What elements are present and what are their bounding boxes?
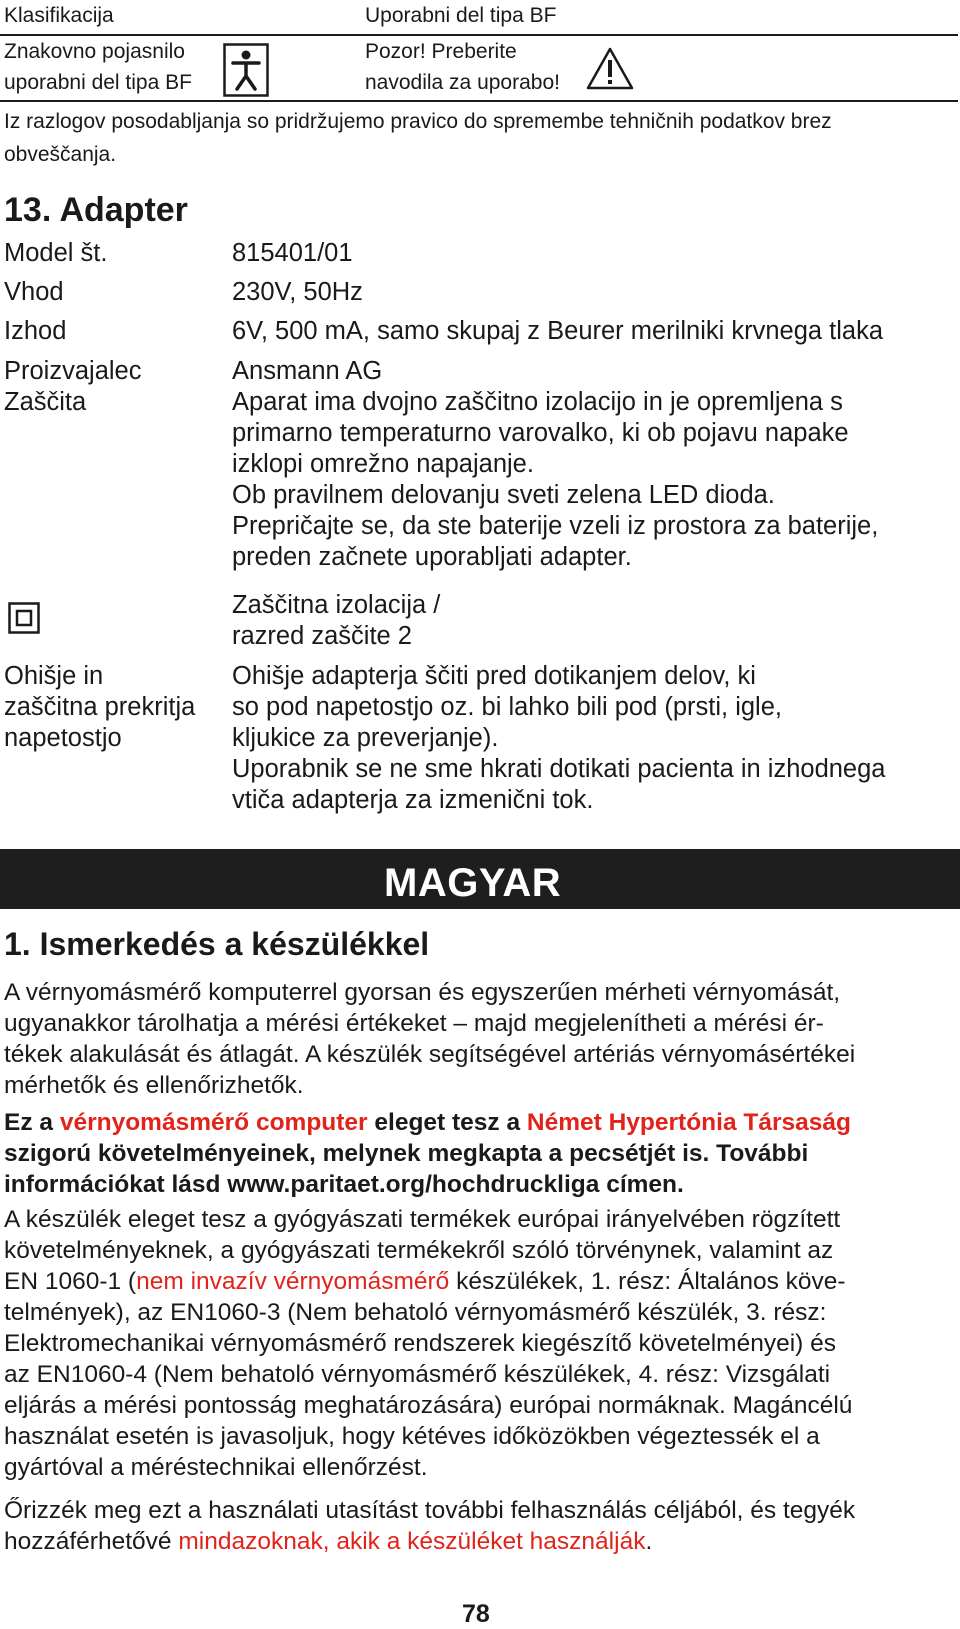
paragraph-line: gyártóval a méréstechnikai ellenőrzést. [4, 1454, 428, 1481]
users-highlight: mindazoknak, akik a készüléket használják [178, 1528, 646, 1555]
spec-value-protection [232, 387, 952, 573]
paragraph-line: Elektromechanikai vérnyomásmérő rendszerek kiegészítő követelményei) és [4, 1330, 836, 1357]
protection-line: izklopi omrežno napajanje. [232, 450, 534, 478]
housing-line: vtiča adapterja za izmenični tok. [232, 786, 594, 814]
certification-paragraph [4, 1107, 959, 1200]
symbol-explanation-label-line2: uporabni del tipa BF [4, 71, 192, 94]
protection-line: preden začnete uporabljati adapter. [232, 543, 632, 571]
spec-value-output: 6V, 500 mA, samo skupaj z Beurer merilniki krvnega tlaka [232, 317, 884, 345]
update-note: Iz razlogov posodabljanja so pridržujemo pravico do spremembe tehničnih podatkov brez obveščanja. [4, 110, 832, 166]
insulation-line: Zaščitna izolacija / [232, 591, 441, 619]
paragraph-line: Őrizzék meg ezt a használati utasítást további felhasználás céljából, és tegyék [4, 1497, 856, 1524]
housing-label-line: napetostjo [4, 724, 122, 752]
classification-value: Uporabni del tipa BF [365, 4, 557, 27]
spec-value-input: 230V, 50Hz [232, 278, 363, 306]
paragraph-line: az EN1060-4 (Nem behatoló vérnyomásmérő készülékek, 4. rész: Vizsgálati [4, 1361, 831, 1388]
spec-label-input: Vhod [4, 278, 64, 306]
page-number: 78 [462, 1600, 490, 1628]
spec-value-model: 815401/01 [232, 239, 353, 267]
warning-triangle-icon [585, 46, 635, 91]
housing-line: Uporabnik se ne sme hkrati dotikati pacienta in izhodnega [232, 755, 886, 783]
spec-label-model: Model št. [4, 239, 108, 267]
keep-manual-paragraph [4, 1495, 959, 1557]
symbol-explanation-label-line1: Znakovno pojasnilo [4, 40, 185, 63]
double-insulation-icon [8, 602, 40, 634]
housing-line: kljukice za preverjanje). [232, 724, 499, 752]
intro-paragraph [4, 977, 959, 1101]
paragraph-line: információkat lásd www.paritaet.org/hochdruckliga címen. [4, 1171, 684, 1198]
section-heading: 1. Ismerkedés a készülékkel [4, 926, 430, 962]
paragraph-line: A készülék eleget tesz a gyógyászati termékek európai irányelvében rögzített [4, 1206, 841, 1233]
spec-value-manufacturer: Ansmann AG [232, 357, 383, 385]
language-banner-title: MAGYAR [384, 861, 562, 905]
spec-label-manufacturer: Proizvajalec [4, 357, 142, 385]
table-row [0, 0, 958, 36]
housing-line: Ohišje adapterja ščiti pred dotikanjem delov, ki [232, 662, 756, 690]
paragraph-line: eljárás a mérési pontosság meghatározására) európai normáknak. Magáncélú [4, 1392, 853, 1419]
paragraph-line: ugyanakkor tárolhatja a mérési értékeket – majd megjelenítheti a mérési ér- [4, 1010, 824, 1037]
table-row [0, 34, 958, 102]
paragraph-line: tékek alakulását és átlagát. A készülék segítségével artériás vérnyomásértékei [4, 1041, 856, 1068]
housing-label-line: Ohišje in [4, 662, 104, 690]
paragraph-line: hozzáférhetővé mindazoknak, akik a készüléket használják. [4, 1528, 653, 1555]
protection-line: Ob pravilnem delovanju sveti zelena LED dioda. [232, 481, 775, 509]
noninvasive-highlight: nem invazív vérnyomásmérő [136, 1268, 450, 1295]
spec-label-protection: Zaščita [4, 388, 87, 416]
classification-label: Klasifikacija [4, 4, 114, 27]
paragraph-line: szigorú követelményeinek, melynek megkapta a pecsétjét is. További [4, 1140, 809, 1167]
adapter-heading: 13. Adapter [4, 191, 188, 229]
protection-line: primarno temperaturno varovalko, ki ob pojavu napake [232, 419, 849, 447]
paragraph-line: használat esetén is javasoljuk, hogy kétéves időközökben végeztessék el a [4, 1423, 820, 1450]
insulation-line: razred zaščite 2 [232, 622, 412, 650]
spec-label-output: Izhod [4, 317, 67, 345]
caution-text-line1: Pozor! Preberite [365, 40, 517, 63]
type-bf-person-icon [223, 43, 269, 97]
spec-value-housing [232, 661, 952, 816]
paragraph-line: telmények), az EN1060-3 (Nem behatoló vérnyomásmérő készülék, 3. rész: [4, 1299, 827, 1326]
housing-line: so pod napetostjo oz. bi lahko bili pod (prsti, igle, [232, 693, 782, 721]
paragraph-line: EN 1060-1 (nem invazív vérnyomásmérő készülékek, 1. rész: Általános köve- [4, 1268, 846, 1295]
housing-label-line: zaščitna prekritja [4, 693, 196, 721]
caution-text-line2: navodila za uporabo! [365, 71, 560, 94]
paragraph-line: követelményeknek, a gyógyászati termékekről szóló törvénynek, valamint az [4, 1237, 834, 1264]
paragraph-line: A vérnyomásmérő komputerrel gyorsan és egyszerűen mérheti vérnyomását, [4, 979, 841, 1006]
paragraph-line: mérhetők és ellenőrizhetők. [4, 1072, 304, 1099]
spec-label-housing [4, 661, 195, 754]
protection-line: Aparat ima dvojno zaščitno izolacijo in je opremljena s [232, 388, 843, 416]
standards-paragraph [4, 1204, 959, 1483]
paragraph-line: Ez a vérnyomásmérő computer eleget tesz a Német Hypertónia Társaság [4, 1109, 851, 1136]
device-name-highlight: vérnyomásmérő computer [59, 1109, 368, 1136]
protection-line: Prepričajte se, da ste baterije vzeli iz prostora za baterije, [232, 512, 879, 540]
society-name-highlight: Német Hypertónia Társaság [526, 1109, 851, 1136]
spec-value-insulation-class [232, 590, 952, 652]
